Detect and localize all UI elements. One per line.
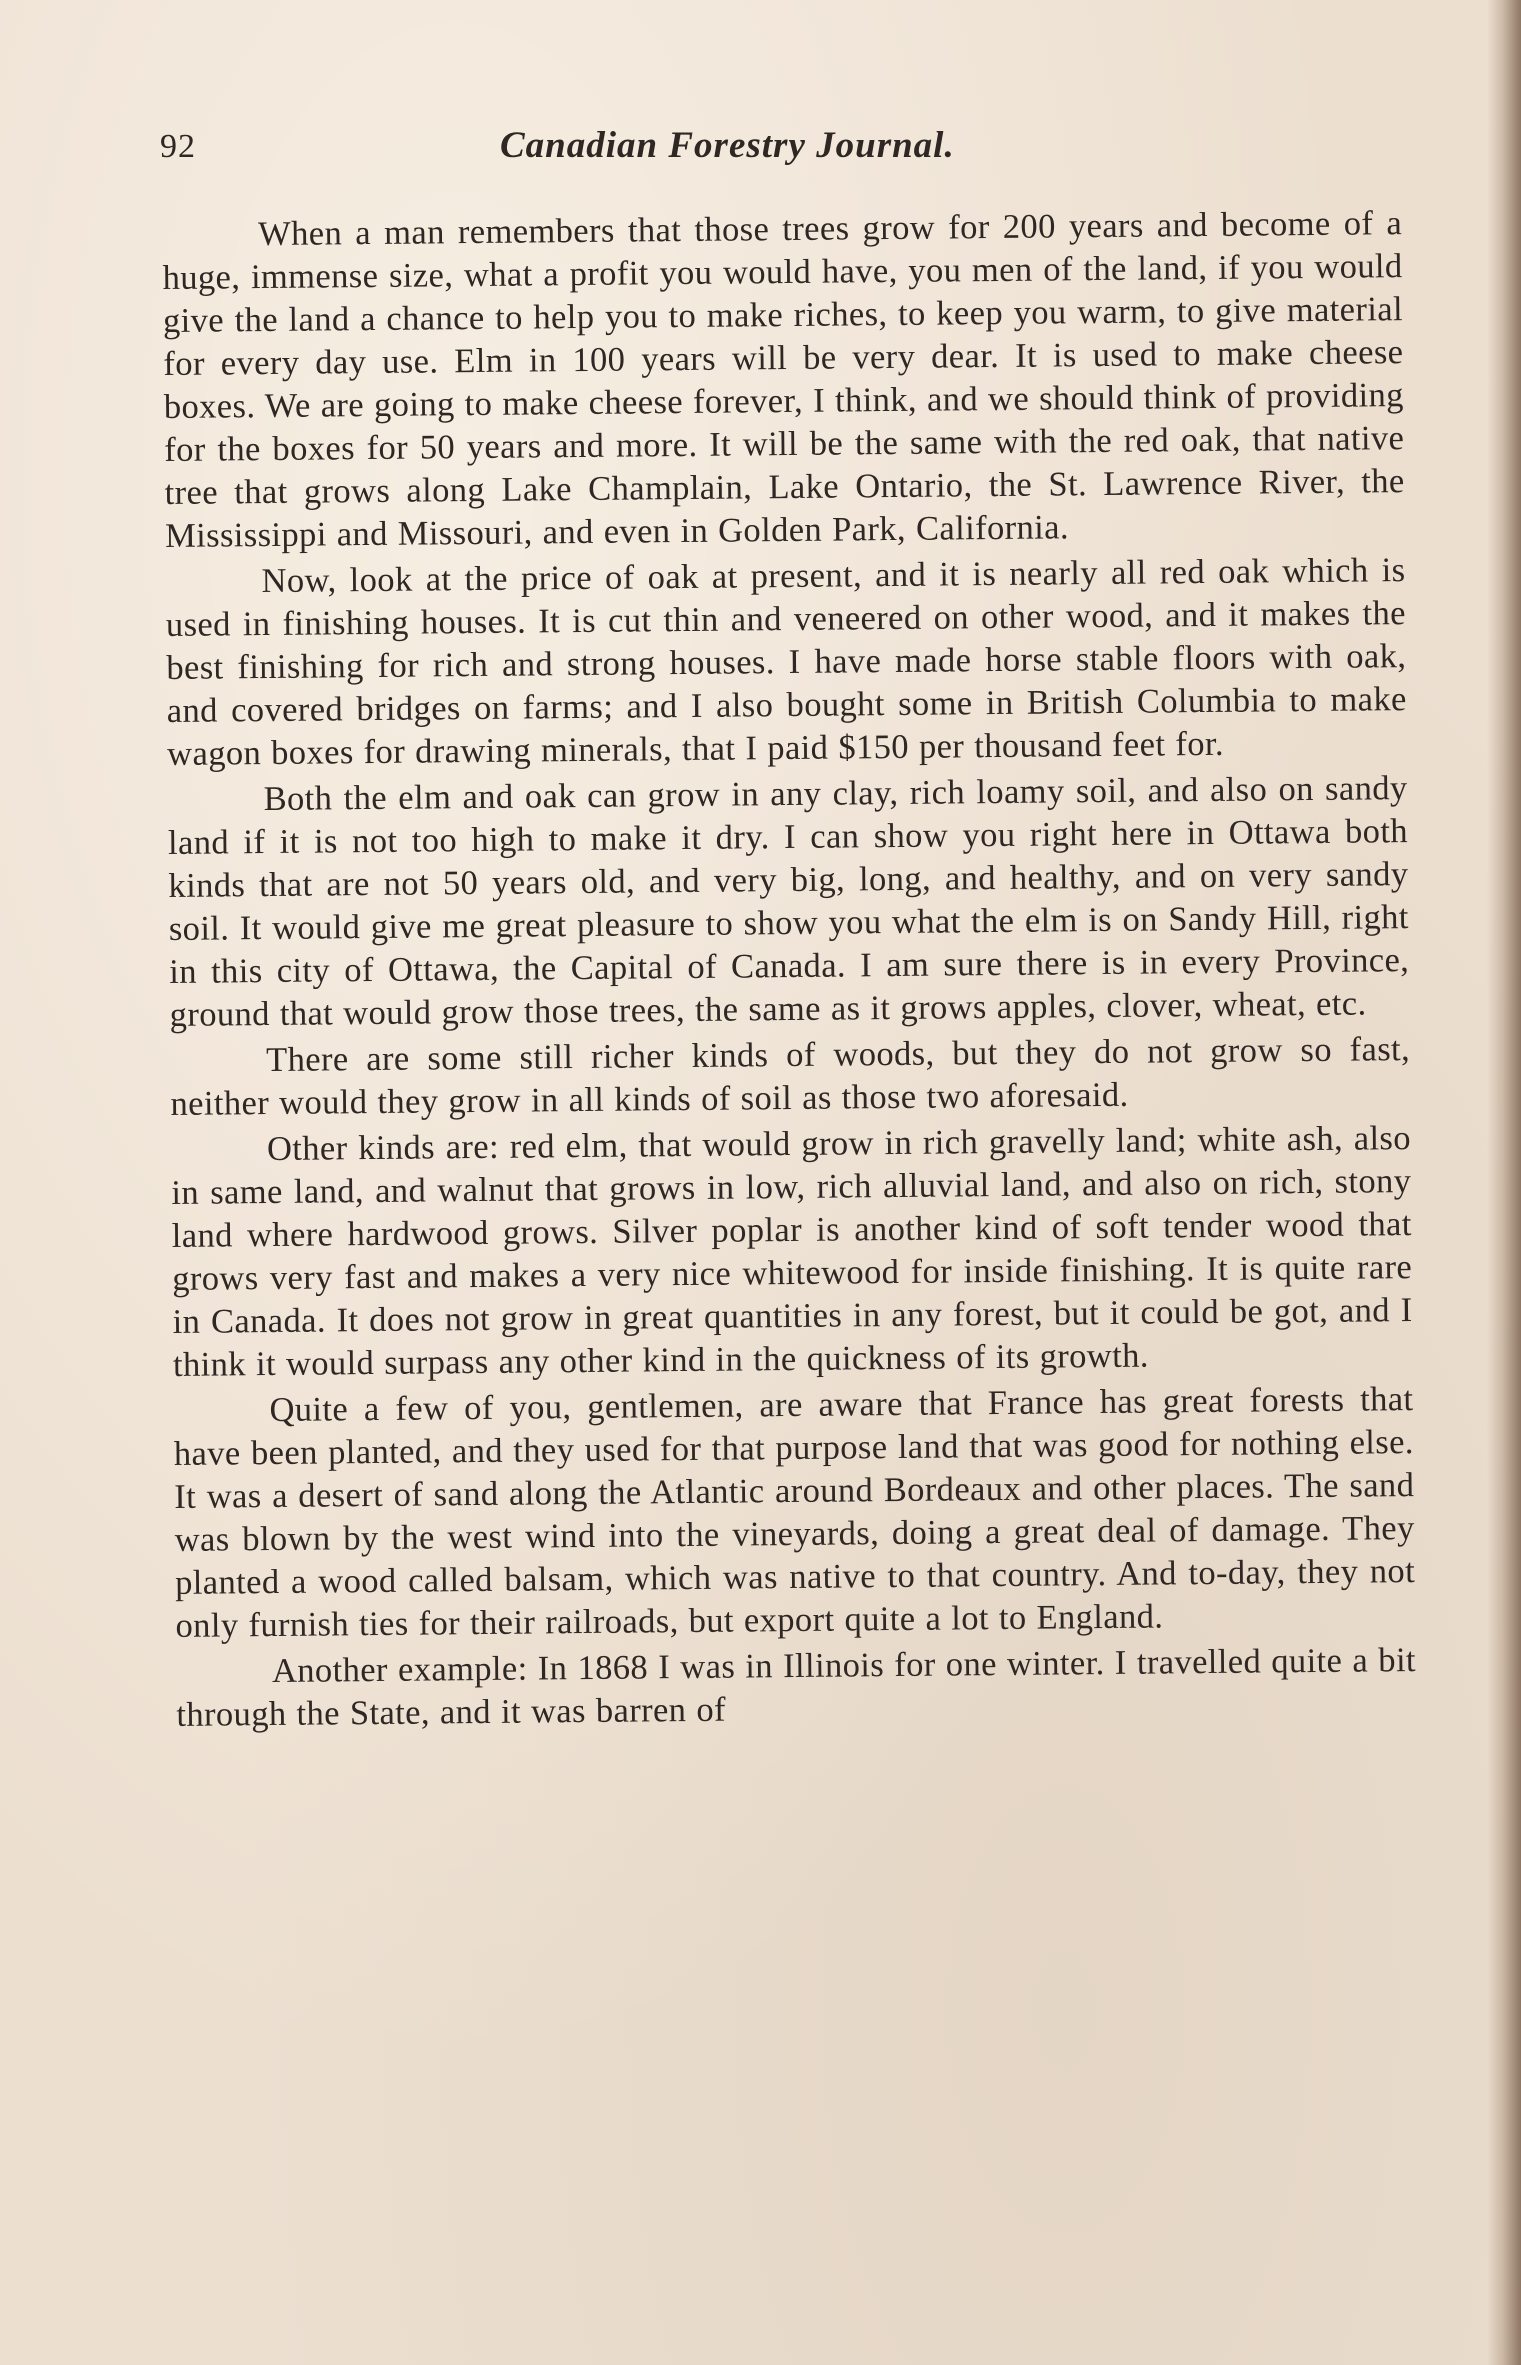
paragraph-elm-oak-soil: Both the elm and oak can grow in any clay, rich loamy soil, and also on sandy land if it is not too high to make it dry. I can show you right here in Ottawa both kinds that are not 50 years old, and very big, long, and healthy, and on very sandy soil. It would give me great pleasure to show you what the elm is on Sandy Hill, right in this city of Ottawa, the Capital of Canada. I am sure there is in every Province, ground that would grow those trees, the same as it grows apples, clover, wheat, etc. xyxy=(167,769,1410,1034)
paragraph-oak-price: Now, look at the price of oak at present, and it is nearly all red oak which is used in finishing houses. It is cut thin and veneered on other wood, and it makes the best finishing for rich and strong houses. I have made horse stable floors with oak, and covered bridges on farms; and I also bought some in British Columbia to make wagon boxes for drawing minerals, that I paid $150 per thousand feet for. xyxy=(165,551,1407,773)
paragraph-trees-growth: When a man remembers that those trees grow for 200 years and become of a huge, immense size, what a profit you would have, you men of the land, if you would give the land a chance to help you to make riches, to keep you warm, to give material for every day use. Elm in 100 years will be very dear. It is used to make cheese boxes. We are going to make cheese forever, I think, and we should think of providing for the boxes for 50 years and more. It will be the same with the red oak, that native tree that grows along Lake Champlain, Lake Ontario, the St. Lawrence River, the Mississippi and Missouri, and even in Golden Park, California. xyxy=(162,204,1405,555)
paragraph-richer-woods: There are some still richer kinds of woods, but they do not grow so fast, neither would they grow in all kinds of soil as those two aforesaid. xyxy=(170,1030,1411,1123)
journal-title: Canadian Forestry Journal. xyxy=(500,125,955,166)
page-number: 92 xyxy=(160,128,196,165)
paragraph-france-forests: Quite a few of you, gentlemen, are aware that France has great forests that have been planted, and they used for that purpose land that was good for nothing else. It was a desert of sand along the Atlantic around Bordeaux and other places. The sand was blown by the west wind into the vineyards, doing a great deal of damage. They planted a wood called balsam, which was native to that country. And to-day, they not only furnish ties for their railroads, but export quite a lot to England. xyxy=(173,1380,1416,1645)
article-body xyxy=(162,202,1417,1740)
page-edge-shadow xyxy=(1487,0,1521,2365)
paragraph-illinois-example: Another example: In 1868 I was in Illinois for one winter. I travelled quite a bit through the State, and it was barren of xyxy=(176,1641,1417,1734)
page-header xyxy=(160,120,1400,180)
paragraph-other-kinds: Other kinds are: red elm, that would grow in rich gravelly land; white ash, also in same land, and walnut that grows in low, rich alluvial land, and also on rich, stony land where hardwood grows. Silver poplar is another kind of soft tender wood that grows very fast and makes a very nice whitewood for inside finishing. It is quite rare in Canada. It does not grow in great quantities in any forest, but it could be got, and I think it would surpass any other kind in the quickness of its growth. xyxy=(171,1119,1413,1384)
